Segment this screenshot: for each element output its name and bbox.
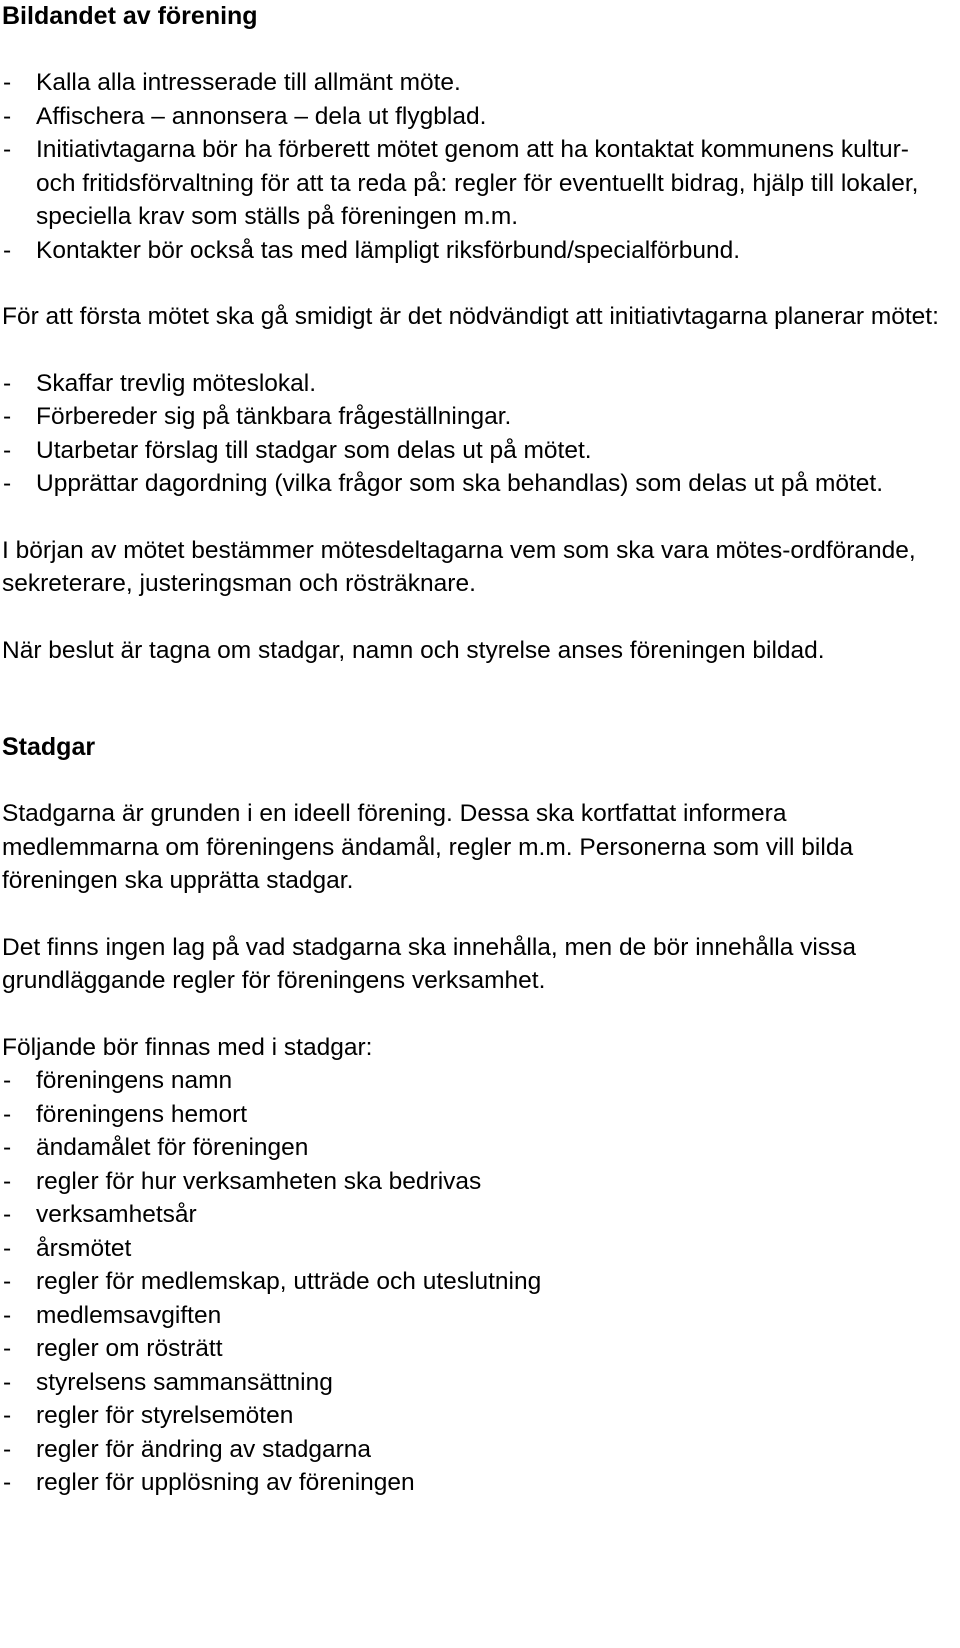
list-item: - regler för styrelsemöten <box>2 1399 947 1433</box>
list-item: - föreningens hemort <box>2 1098 947 1132</box>
list-item: - Kontakter bör också tas med lämpligt riksförbund/specialförbund. <box>2 234 947 268</box>
list-item: - regler för hur verksamheten ska bedrivas <box>2 1165 947 1199</box>
meeting-roles-paragraph: I början av mötet bestämmer mötesdeltagarna vem som ska vara mötes-ordförande, sekreterare, justeringsman och rösträknare. <box>2 536 916 597</box>
statutes-law-paragraph: Det finns ingen lag på vad stadgarna ska innehålla, men de bör innehålla vissa grundläggande regler för föreningens verksamhet. <box>2 933 856 994</box>
section-title-bildandet: Bildandet av förening <box>2 2 258 30</box>
list-item: - Affischera – annonsera – dela ut flygblad. <box>2 100 947 134</box>
founding-steps-list <box>2 66 947 267</box>
list-item: - styrelsens sammansättning <box>2 1366 947 1400</box>
section-title-stadgar: Stadgar <box>2 733 96 761</box>
spacer <box>2 898 960 931</box>
list-item: - Utarbetar förslag till stadgar som delas ut på mötet. <box>2 434 947 468</box>
statutes-list-intro: Följande bör finnas med i stadgar: <box>2 1033 373 1061</box>
list-item: - regler om rösträtt <box>2 1332 947 1366</box>
list-item: - regler för upplösning av föreningen <box>2 1466 947 1500</box>
list-item: - Förbereder sig på tänkbara frågeställningar. <box>2 400 947 434</box>
spacer <box>2 33 960 66</box>
association-formed-paragraph: När beslut är tagna om stadgar, namn och styrelse anses föreningen bildad. <box>2 636 825 664</box>
spacer <box>2 667 960 731</box>
list-item: - regler för medlemskap, utträde och uteslutning <box>2 1265 947 1299</box>
list-item: - årsmötet <box>2 1232 947 1266</box>
spacer <box>2 334 960 367</box>
statutes-definition-paragraph: Stadgarna är grunden i en ideell förening. Dessa ska kortfattat informera medlemmarna om föreningens ändamål, regler m.m. Personerna som vill bilda föreningen ska upprätta stadgar. <box>2 800 854 894</box>
list-item: - regler för ändring av stadgarna <box>2 1433 947 1467</box>
spacer <box>2 998 960 1031</box>
planning-intro-paragraph: För att första mötet ska gå smidigt är det nödvändigt att initiativtagarna planerar mötet: <box>2 303 939 330</box>
list-item: - Upprättar dagordning (vilka frågor som ska behandlas) som delas ut på mötet. <box>2 467 947 501</box>
statutes-contents-list <box>2 1064 947 1500</box>
planning-steps-list <box>2 367 947 501</box>
spacer <box>2 764 960 797</box>
list-item: - medlemsavgiften <box>2 1299 947 1333</box>
spacer <box>2 501 960 534</box>
list-item: - föreningens namn <box>2 1064 947 1098</box>
list-item: - Skaffar trevlig möteslokal. <box>2 367 947 401</box>
spacer <box>2 267 960 300</box>
list-item: - verksamhetsår <box>2 1198 947 1232</box>
list-item: - Kalla alla intresserade till allmänt möte. <box>2 66 947 100</box>
list-item: - Initiativtagarna bör ha förberett mötet genom att ha kontaktat kommunens kultur- och fritidsförvaltning för att ta reda på: regler för eventuellt bidrag, hjälp till lokaler, speciella krav som ställs på föreningen m.m. <box>2 133 947 234</box>
list-item: - ändamålet för föreningen <box>2 1131 947 1165</box>
spacer <box>2 601 960 634</box>
